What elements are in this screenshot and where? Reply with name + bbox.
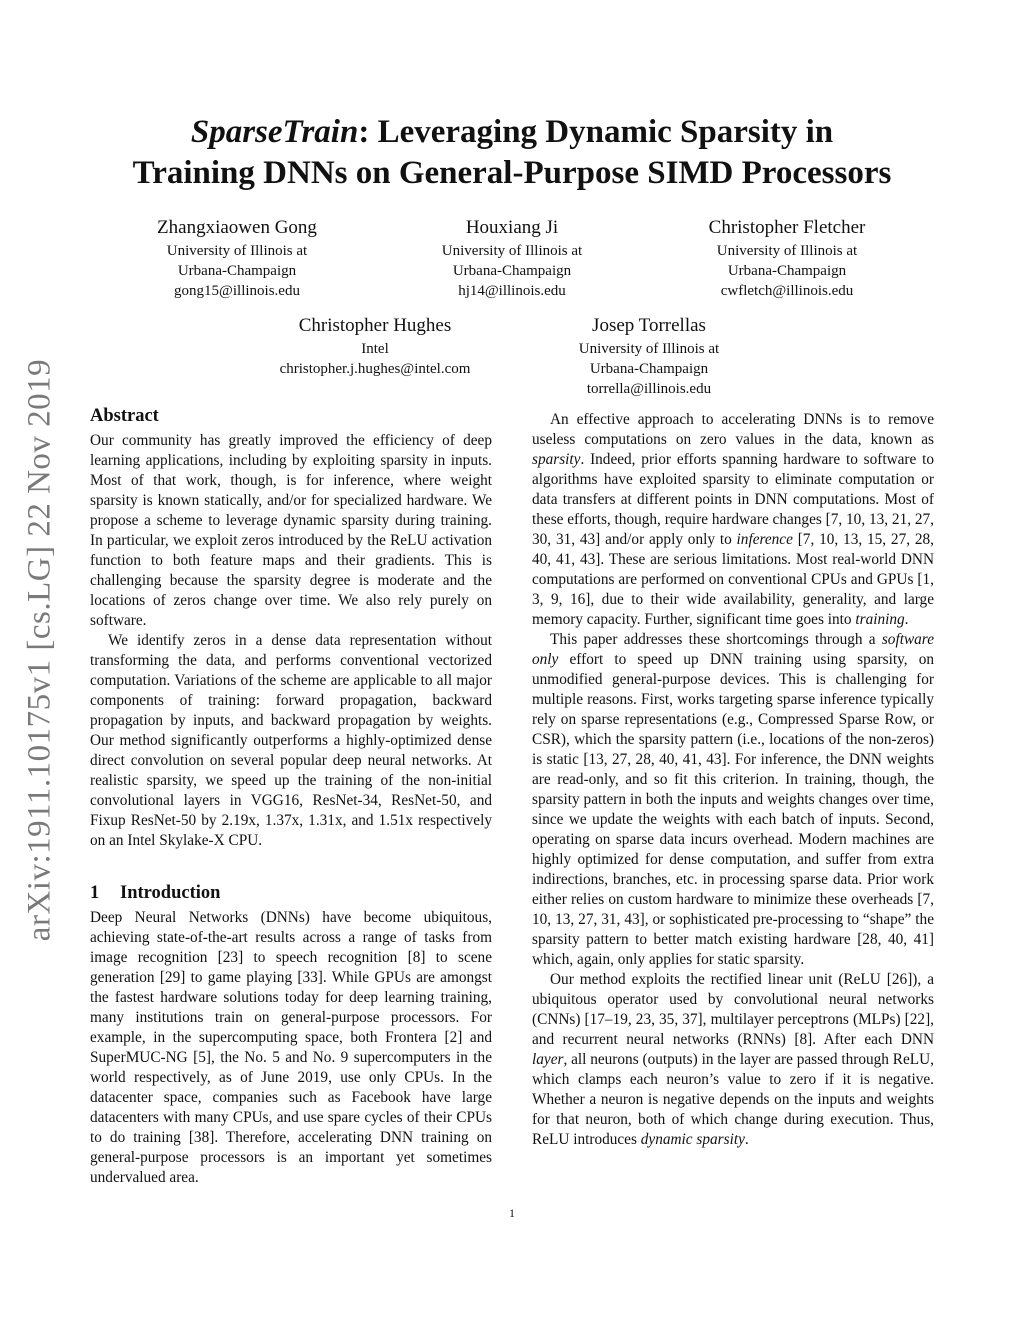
emphasis-text: sparsity [532, 451, 581, 468]
emphasis-text: inference [736, 531, 793, 548]
text-run: . [744, 1131, 749, 1148]
title-line2: Training DNNs on General-Purpose SIMD Processors [132, 155, 892, 191]
abstract-paragraph: We identify zeros in a dense data representation without transforming the data, and performs conventional vectorized computation. Variations of the scheme are applicable to all major components of training: forward propagation, backward propagation by inputs, and backward propagation by weights. Our method significantly outperforms a highly-optimized dense direct convolution on several popular deep neural networks. At realistic sparsity, we speed up the training of the non-initial convolutional layers in VGG16, ResNet-34, ResNet-50, and Fixup ResNet-50 by 2.19x, 1.37x, 1.31x, and 1.51x respectively on an Intel Skylake-X CPU. [90, 632, 492, 849]
author-affiliation: Urbana-Champaign [452, 263, 572, 279]
author-email[interactable]: cwfletch@illinois.edu [720, 283, 854, 299]
section-number: 1 [90, 883, 100, 903]
author-affiliation: Urbana-Champaign [727, 263, 847, 279]
author-affiliation: Urbana-Champaign [177, 263, 297, 279]
text-run: effort to speed up DNN training using sparsity, on unmodified general-purpose devices. This is challenging for multiple reasons. First, works targeting sparse inference typically rely on sparse representations (e.g., Compressed Sparse Row, or CSR), which the sparsity pattern (i.e., locations of the non-zeros) is static [13, 27, 28, 40, 41, 43]. For inference, the DNN weights are read-only, and so fit this criterion. In training, though, the sparsity pattern in both the inputs and weights changes over time, since we update the weights with each batch of inputs. Second, operating on sparse data incurs overhead. Modern machines are highly optimized for dense computation, and suffer from extra indirections, branches, etc. in processing sparse data. Prior work either relies on custom hardware to minimize these overheads [7, 10, 13, 27, 31, 43], or sophisticated pre-processing to “shape” the sparsity pattern to better match existing hardware [28, 40, 41] which, again, only applies for static sparsity. [532, 651, 934, 968]
text-run: . [904, 611, 909, 628]
left-column [90, 404, 492, 1188]
text-run: [7, 10, 13, 15, 27, 28, 40, 41, 43]. These are serious limitations. Most real-world DNN computations are performed on conventional CPUs and GPUs [1, 3, 9, 16], due to their wide availability, generality, and large memory capacity. Further, significant time goes into [532, 531, 934, 628]
emphasis-text: layer [532, 1051, 564, 1068]
page-number: 1 [509, 1206, 515, 1220]
intro-heading [90, 881, 492, 905]
author-block [122, 216, 352, 301]
author-name: Houxiang Ji [465, 217, 559, 238]
text-run: , all neurons (outputs) in the layer are passed through ReLU, which clamps each neuron’s value to zero if it is negative. Whether a neuron is negative depends on the inputs and weights for that neuron, both of which change during execution. Thus, ReLU introduces [532, 1051, 934, 1148]
author-name: Josep Torrellas [592, 315, 706, 336]
right-column [532, 410, 934, 1150]
arxiv-stamp-text: arXiv:1911.10175v1 [cs.LG] 22 Nov 2019 [21, 358, 58, 942]
author-affiliation: University of Illinois at [716, 243, 858, 259]
author-affiliation: Intel [361, 341, 389, 357]
abstract-paragraph: Our community has greatly improved the efficiency of deep learning applications, including by exploiting sparsity in inputs. Most of that work, though, is for inference, where weight sparsity is known statically, and/or for specialized hardware. We propose a scheme to leverage dynamic sparsity during training. In particular, we exploit zeros introduced by the ReLU activation function to both feature maps and their gradients. This is challenging because the sparsity degree is moderate and the locations of zeros change over time. We also rely purely on software. [90, 432, 492, 629]
author-email[interactable]: gong15@illinois.edu [174, 283, 300, 299]
author-block [397, 216, 627, 301]
body-paragraph [532, 410, 934, 630]
emphasis-text: training [855, 611, 905, 628]
author-email[interactable]: hj14@illinois.edu [458, 283, 566, 299]
body-paragraph [532, 970, 934, 1150]
author-affiliation: University of Illinois at [166, 243, 308, 259]
section-title: Introduction [120, 883, 221, 903]
text-run: An effective approach to accelerating DNNs is to remove useless computations on zero values in the data, known as [532, 411, 934, 448]
title-line1-rest: : Leveraging Dynamic Sparsity in [358, 114, 834, 150]
author-email[interactable]: torrella@illinois.edu [586, 381, 712, 397]
text-run: Our method exploits the rectified linear unit (ReLU [26]), a ubiquitous operator used by convolutional neural networks (CNNs) [17–19, 23, 35, 37], multilayer perceptrons (MLPs) [22], and recurrent neural networks (RNNs) [8]. After each DNN [532, 971, 934, 1048]
title-italic-part: SparseTrain [190, 114, 359, 150]
author-block [260, 314, 490, 379]
emphasis-text: software only [532, 631, 934, 668]
body-paragraph [532, 630, 934, 970]
author-name: Zhangxiaowen Gong [157, 217, 317, 238]
author-affiliation: University of Illinois at [578, 341, 720, 357]
author-affiliation: Urbana-Champaign [589, 361, 709, 377]
emphasis-text: dynamic sparsity [640, 1131, 745, 1148]
author-name: Christopher Hughes [298, 315, 452, 336]
author-name: Christopher Fletcher [708, 217, 866, 238]
paper-title [60, 112, 964, 194]
text-run: . Indeed, prior efforts spanning hardware to software to algorithms have exploited sparsity to eliminate computation or data transfers at different points in DNN computations. Most of these efforts, though, require hardware changes [7, 10, 13, 21, 27, 30, 31, 43] and/or apply only to [532, 451, 934, 548]
author-block [534, 314, 764, 399]
author-email[interactable]: christopher.j.hughes@intel.com [279, 361, 471, 377]
author-affiliation: University of Illinois at [441, 243, 583, 259]
author-block [672, 216, 902, 301]
intro-paragraph: Deep Neural Networks (DNNs) have become ubiquitous, achieving state-of-the-art results across a range of tasks from image recognition [23] to speech recognition [8] to scene generation [29] to game playing [33]. While GPUs are amongst the fastest hardware solutions today for deep learning training, many institutions train on general-purpose processors. For example, in the supercomputing space, both Frontera [2] and SuperMUC-NG [5], the No. 5 and No. 9 supercomputers in the world respectively, as of June 2019, use only CPUs. In the datacenter space, companies such as Facebook have large datacenters with many CPUs, and use spare cycles of their CPUs to do training [38]. Therefore, accelerating DNN training on general-purpose processors is an important yet sometimes undervalued area. [90, 909, 492, 1186]
text-run: This paper addresses these shortcomings through a [550, 631, 882, 648]
abstract-heading: Abstract [90, 406, 159, 426]
